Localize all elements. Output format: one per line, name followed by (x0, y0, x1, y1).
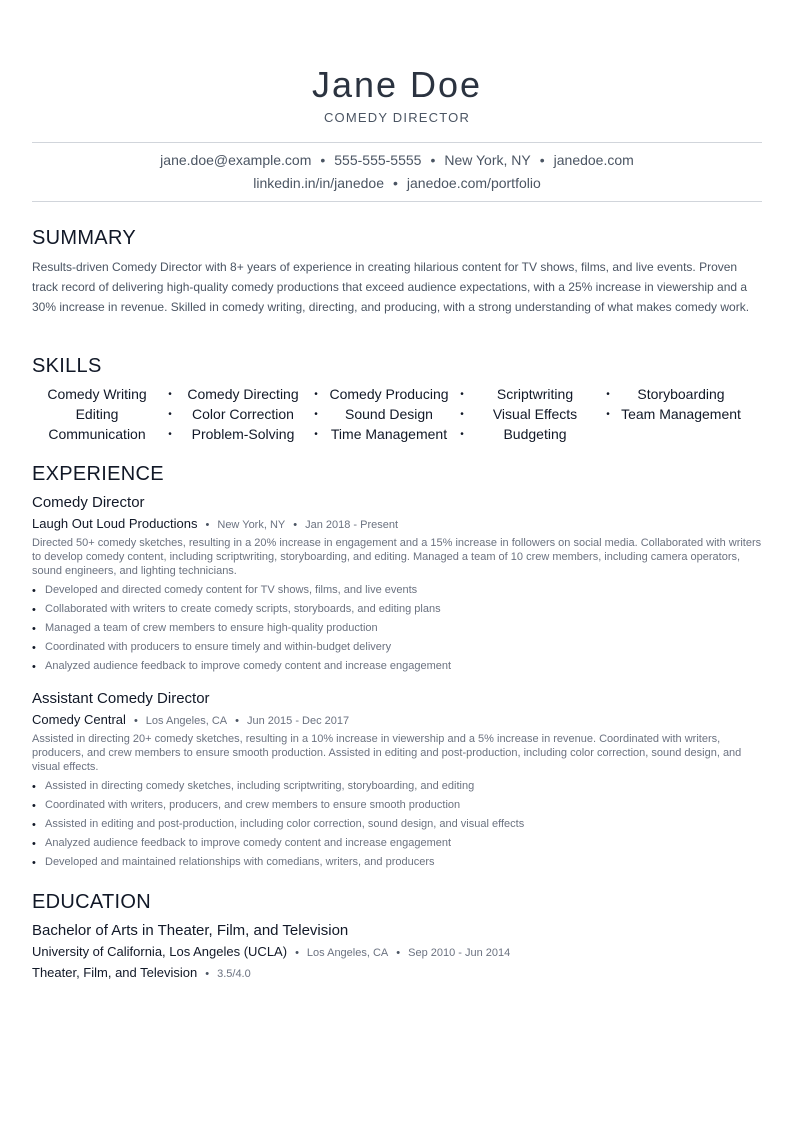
job-bullet: • Assisted in editing and post-production, including color correction, sound design, and visual effects (32, 815, 762, 834)
meta-separator: • (205, 968, 210, 980)
edu-degree: Bachelor of Arts in Theater, Film, and Television (32, 922, 349, 939)
job-dates: Jun 2015 - Dec 2017 (247, 715, 350, 727)
contact-linkedin[interactable]: linkedin.in/in/janedoe (253, 175, 384, 191)
contact-phone[interactable]: 555-555-5555 (334, 152, 422, 168)
skill-item: Comedy Producing (329, 386, 449, 402)
meta-separator: • (205, 519, 210, 531)
edu-dates: Sep 2010 - Jun 2014 (408, 947, 511, 959)
job-entry (32, 689, 762, 872)
job-bullet: • Coordinated with producers to ensure timely and within-budget delivery (32, 638, 762, 657)
job-description: Directed 50+ comedy sketches, resulting in a 20% increase in engagement and a 15% increase in followers on social media. Collaborated with writers to develop comedy content, including scriptwriting, storyboarding, and editing. Managed a team of 10 crew members, including camera operators, sound engineers, and lighting technicians. (32, 537, 762, 577)
contact-separator: • (539, 152, 545, 168)
job-bullet: • Collaborated with writers to create comedy scripts, storyboards, and editing plans (32, 600, 762, 619)
skill-separator: • (606, 408, 610, 420)
job-bullet: • Developed and directed comedy content for TV shows, films, and live events (32, 581, 762, 600)
header-divider-top (32, 142, 762, 143)
edu-meta (32, 941, 762, 962)
job-bullet: • Analyzed audience feedback to improve comedy content and increase engagement (32, 834, 762, 853)
job-bullet: • Developed and maintained relationships with comedians, writers, and producers (32, 853, 762, 872)
job-bullets (32, 581, 762, 676)
contact-separator: • (392, 175, 398, 191)
skill-separator: • (460, 388, 464, 400)
skill-item: Storyboarding (637, 386, 725, 402)
meta-separator: • (133, 715, 138, 727)
contact-email[interactable]: jane.doe@example.com (160, 152, 312, 168)
job-title: Assistant Comedy Director (32, 690, 210, 707)
skill-separator: • (314, 428, 318, 440)
edu-gpa: 3.5/4.0 (217, 968, 251, 980)
job-bullet: • Assisted in directing comedy sketches, including scriptwriting, storyboarding, and editing (32, 777, 762, 796)
skill-separator: • (168, 428, 172, 440)
job-company: Laugh Out Loud Productions (32, 516, 198, 531)
contact-website[interactable]: janedoe.com (553, 152, 634, 168)
skill-separator: • (168, 408, 172, 420)
contact-location: New York, NY (444, 152, 531, 168)
summary-text: Results-driven Comedy Director with 8+ years of experience in creating hilarious content for TV shows, films, and live events. Proven track record of delivering high-quality comedy productions that exceed audience expectations, with a 25% increase in viewership and a 30% increase in revenue. Skilled in comedy writing, directing, and producing, with a strong understanding of what makes comedy work. (32, 260, 750, 314)
meta-separator: • (235, 715, 239, 727)
skills-grid (32, 384, 762, 444)
job-location: Los Angeles, CA (145, 715, 228, 727)
meta-separator: • (293, 519, 298, 531)
skill-item: Editing (75, 406, 119, 422)
education-entry (32, 921, 762, 983)
skill-separator: • (460, 428, 464, 440)
skill-item: Comedy Directing (187, 386, 299, 402)
job-company: Comedy Central (32, 712, 126, 727)
skills-row (32, 424, 762, 444)
job-bullet: • Analyzed audience feedback to improve comedy content and increase engagement (32, 657, 762, 676)
candidate-name: Jane Doe (311, 64, 483, 105)
skill-separator: • (460, 408, 464, 420)
skill-item: Comedy Writing (47, 386, 147, 402)
meta-separator: • (396, 947, 401, 959)
skill-item: Color Correction (192, 406, 294, 422)
job-meta (32, 513, 762, 535)
job-bullet: • Coordinated with writers, producers, and crew members to ensure smooth production (32, 796, 762, 815)
header-divider-bottom (32, 201, 762, 202)
job-description: Assisted in directing 20+ comedy sketches, resulting in a 10% increase in viewership and a 5% increase in revenue. Coordinated with writers, producers, and crew members to ensure smooth production. Assisted in editing and post-production, including color correction, sound design, and visual effects. (32, 733, 742, 773)
meta-separator: • (295, 947, 299, 959)
edu-location: Los Angeles, CA (306, 947, 389, 959)
edu-major-row (32, 962, 762, 983)
job-location: New York, NY (217, 519, 286, 531)
job-bullet: • Managed a team of crew members to ensure high-quality production (32, 619, 762, 638)
contact-line-2 (32, 175, 762, 191)
experience-heading: EXPERIENCE (32, 463, 164, 485)
contact-separator: • (430, 152, 436, 168)
job-meta (32, 709, 762, 731)
skill-item: Visual Effects (492, 406, 578, 422)
skills-heading: SKILLS (32, 355, 102, 377)
skill-item: Problem-Solving (191, 426, 295, 442)
skill-item: Team Management (621, 406, 741, 422)
summary-heading: SUMMARY (32, 227, 136, 249)
skills-row (32, 404, 762, 424)
job-title: Comedy Director (32, 494, 145, 511)
skill-separator: • (168, 388, 172, 400)
skill-separator: • (606, 388, 610, 400)
skill-item: Scriptwriting (496, 386, 574, 402)
contact-separator: • (320, 152, 326, 168)
education-heading: EDUCATION (32, 891, 151, 913)
job-bullets (32, 777, 762, 872)
skills-row (32, 384, 762, 404)
edu-major: Theater, Film, and Television (32, 965, 198, 980)
contact-portfolio[interactable]: janedoe.com/portfolio (406, 175, 541, 191)
candidate-title: COMEDY DIRECTOR (323, 110, 471, 125)
edu-school: University of California, Los Angeles (UCLA) (32, 944, 288, 959)
skill-item: Sound Design (345, 406, 433, 422)
skill-separator: • (314, 388, 318, 400)
job-dates: Jan 2018 - Present (305, 519, 399, 531)
skill-item: Time Management (330, 426, 448, 442)
job-entry (32, 493, 762, 676)
contact-line-1 (32, 152, 762, 168)
skill-item: Budgeting (503, 426, 567, 442)
skill-separator: • (314, 408, 318, 420)
skill-item: Communication (48, 426, 146, 442)
